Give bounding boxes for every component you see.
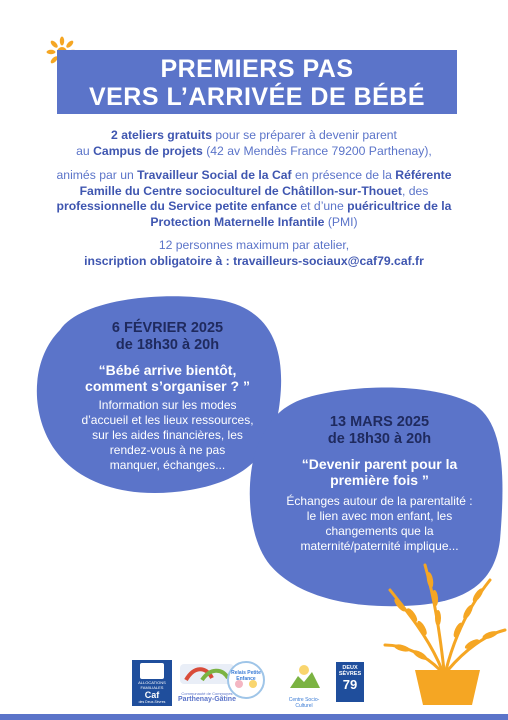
- caf-dept-text: des Deux-Sèvres: [138, 700, 166, 704]
- caf-logo: [132, 660, 172, 706]
- intro-family-referent: Référente Famille du Centre socioculturel de Châtillon-sur-Thouet: [79, 168, 452, 198]
- workshop2-content: [262, 414, 497, 554]
- workshop1-desc-2: d’accueil et les lieux ressources,: [81, 413, 254, 427]
- relais-text: Relais Petite Enfance: [231, 670, 261, 682]
- workshop1-desc-1: Information sur les modes: [98, 398, 237, 412]
- intro-location: Campus de projets: [93, 143, 203, 158]
- workshop1-title-1: “Bébé arrive bientôt,: [98, 362, 237, 378]
- registration-email[interactable]: inscription obligatoire à : travailleurs-sociaux@caf79.caf.fr: [84, 253, 424, 268]
- deux-sevres-logo: [336, 662, 364, 702]
- caf-sub-text: ALLOCATIONS FAMILIALES: [138, 680, 166, 690]
- intro-text: en présence de la: [291, 168, 392, 182]
- intro-text: animés par un: [56, 168, 138, 182]
- intro-social-worker: Travailleur Social de la Caf: [137, 168, 292, 182]
- workshop1-time: de 18h30 à 20h: [115, 337, 220, 353]
- ds-line1: DEUX: [342, 665, 358, 671]
- caf-snowflake-icon: [140, 663, 164, 679]
- workshop1-date: 6 FÉVRIER 2025: [111, 320, 224, 336]
- intro-text: et d’une: [296, 199, 344, 213]
- workshop1-desc-3: sur les aides financières, les: [92, 428, 243, 442]
- title-line-1: PREMIERS PAS: [160, 55, 354, 83]
- intro-early-childhood: professionnelle du Service petite enfance: [56, 199, 297, 213]
- workshop2-time: de 18h30 à 20h: [327, 431, 432, 447]
- flower-pot: [415, 670, 480, 705]
- ds-line2: SÈVRES: [338, 671, 362, 677]
- caf-text: Caf: [144, 690, 160, 700]
- workshop1-desc-4: rendez-vous à ne pas: [109, 443, 226, 457]
- max-participants: 12 personnes maximum par atelier,: [158, 238, 350, 252]
- workshop2-desc-1: Échanges autour de la parentalité :: [286, 494, 473, 508]
- intro-text: , des: [401, 183, 429, 198]
- intro-text: pour se préparer à devenir parent: [211, 128, 397, 142]
- title-line-2: VERS L’ARRIVÉE DE BÉBÉ: [88, 83, 426, 111]
- intro-address: (42 av Mendès France 79200 Parthenay),: [202, 143, 432, 158]
- centre-socio-culturel-logo: [282, 660, 326, 709]
- workshop2-date: 13 MARS 2025: [329, 414, 430, 430]
- intro-text: au: [76, 143, 94, 158]
- workshop2-title-1: “Devenir parent pour la: [301, 456, 458, 472]
- intro-text: (PMI): [324, 214, 358, 229]
- workshop1-desc-5: manquer, échanges...: [109, 458, 226, 472]
- workshop1-content: [60, 320, 275, 473]
- cc-name-text: Parthenay-Gâtine: [178, 696, 236, 703]
- workshop2-desc-4: maternité/paternité implique...: [300, 539, 459, 553]
- workshop2-desc-2: le lien avec mon enfant, les: [306, 509, 453, 523]
- intro-pmi: puéricultrice de la Protection Maternelle Infantile: [150, 199, 452, 229]
- ds-number: 79: [342, 677, 358, 692]
- relais-petite-enfance-logo: [226, 660, 266, 704]
- intro-free-workshops: 2 ateliers gratuits: [111, 128, 212, 142]
- bottom-bar: [0, 714, 508, 720]
- centre-text: Centre Socio-Culturel: [288, 697, 320, 709]
- workshop1-title-2: comment s’organiser ? ”: [85, 378, 250, 394]
- workshop2-title-2: première fois ”: [330, 472, 429, 488]
- plant-icon: [380, 560, 508, 710]
- workshop2-desc-3: changements que la: [325, 524, 434, 538]
- cc-sub-text: Communauté de Communes: [181, 691, 233, 696]
- centre-logo-icon: [282, 660, 326, 692]
